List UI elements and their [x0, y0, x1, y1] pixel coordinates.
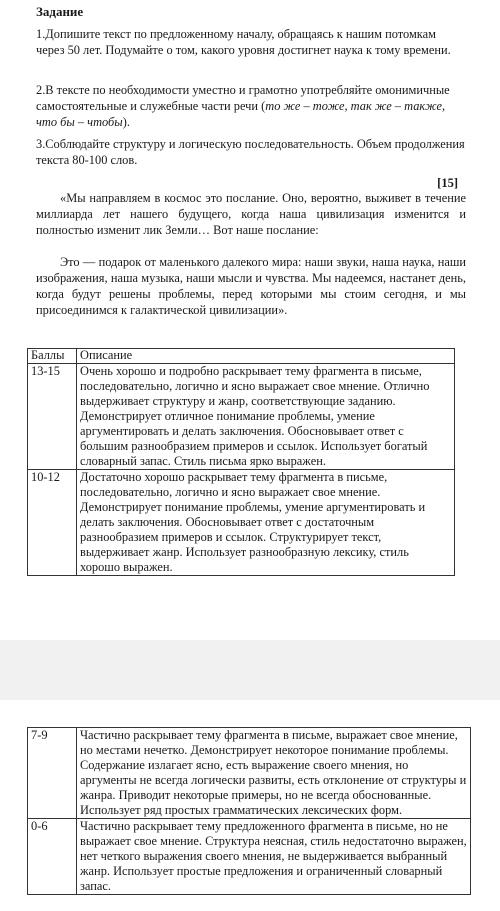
table-row — [28, 819, 471, 895]
row-score: 7-9 — [28, 728, 77, 819]
row-description: Частично раскрывает тему фрагмента в письме, выражает свое мнение, но местами нечетко. Демонстрирует некоторое понимание проблемы. Содержание излагает ясно, есть выражение своего мнения, но аргументы не всегда логически развиты, есть отклонение от структуры и жанра. Приводит некоторые примеры, но не всегда обоснованные. Использует ряд простых грамматических лексических форм. — [77, 728, 471, 819]
row-description: Очень хорошо и подробно раскрывает тему фрагмента в письме, последовательно, логично и ясно выражает свое мнение. Отлично выдерживает структуру и жанр, соответствующие заданию. Демонстрирует отличное понимание проблемы, умение аргументировать и делать заключения. Обосновывает ответ с большим разнообразием примеров и ссылок. Использует богатый словарный запас. Стиль письма ярко выражен. — [77, 364, 455, 470]
row-description: Достаточно хорошо раскрывает тему фрагмента в письме, последовательно, логично и ясно выражает свое мнение. Демонстрирует понимание проблемы, умение аргументировать и делать заключения. Обосновывает ответ с достаточным разнообразием примеров и ссылок. Структурирует текст, выдерживает жанр. Использует разнообразную лексику, стиль хорошо выражен. — [77, 470, 455, 576]
max-points: [15] — [437, 176, 458, 190]
table-row — [28, 728, 471, 819]
table-row — [28, 364, 455, 470]
rubric-header-row — [28, 349, 455, 364]
row-score: 10-12 — [28, 470, 77, 576]
task-1-text: 1.Допишите текст по предложенному началу, обращаясь к нашим потомкам через 50 лет. Подумайте о том, какого уровня достигнет наука к тому времени. — [36, 27, 451, 57]
row-description: Частично раскрывает тему предложенного фрагмента в письме, но не выражает свое мнение. Структура неясная, стиль недостаточно выражен, нет четкого выражения своего мнения, не выдерживается выбранный жанр. Использует простые предложения и ограниченный словарный запас. — [77, 819, 471, 895]
task-3-text: 3.Соблюдайте структуру и логическую последовательность. Объем продолжения текста 80-100 слов. — [36, 137, 465, 167]
header-score: Баллы — [28, 349, 77, 364]
task-2-text — [36, 82, 466, 130]
row-score: 0-6 — [28, 819, 77, 895]
page-gap — [0, 640, 500, 700]
quote-paragraph-1: «Мы направляем в космос это послание. Оно, вероятно, выживет в течение миллиарда лет нашего будущего, когда наша цивилизация изменится и полностью изменит лик Земли… Вот наше послание: — [36, 191, 466, 237]
rubric-table — [27, 348, 455, 576]
task-2-main: 2.В тексте по необходимости уместно и грамотно употребляйте омонимичные самостоятельные и служебные части речи ( — [36, 83, 450, 113]
row-score: 13-15 — [28, 364, 77, 470]
task-2-close: ). — [122, 115, 130, 129]
document-page-2 — [0, 700, 500, 911]
table-row — [28, 470, 455, 576]
task-2-examples: то же – тоже, так же – также, что бы – чтобы — [36, 99, 446, 129]
quote-paragraph-2: Это — подарок от маленького далекого мира: наши звуки, наша наука, наши изображения, наша музыка, наши мысли и чувства. Мы надеемся, настанет день, когда будут решены проблемы, перед которыми мы стоим сегодня, и мы присоединимся к галактической цивилизации». — [36, 255, 466, 317]
header-description: Описание — [77, 349, 455, 364]
task-heading: Задание — [36, 4, 84, 19]
rubric-table-continued — [27, 727, 471, 895]
